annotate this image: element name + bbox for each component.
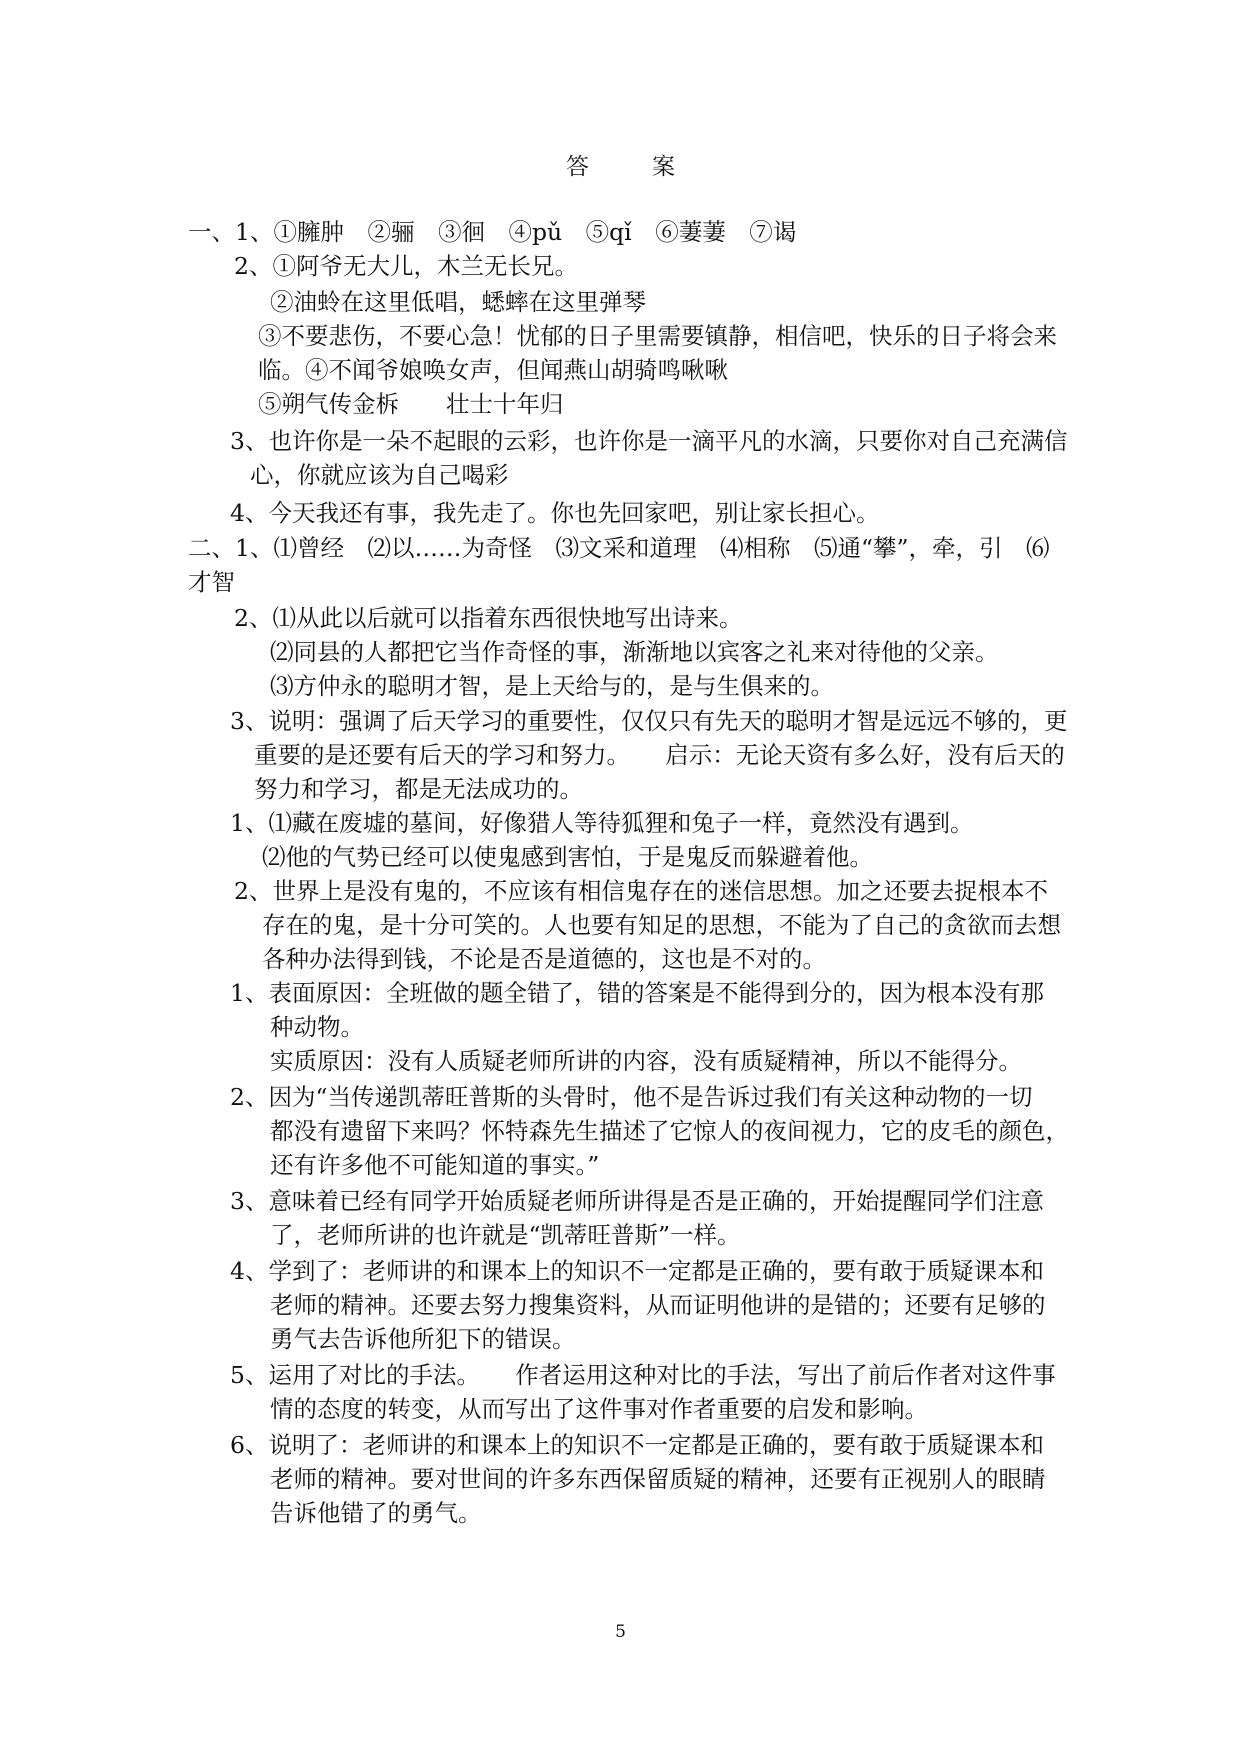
text-line: 心，你就应该为自己喝彩 bbox=[250, 461, 509, 489]
text-line: 6、说明了：老师讲的和课本上的知识不一定都是正确的，要有敢于质疑课本和 bbox=[230, 1431, 1044, 1459]
text-line: 5、运用了对比的手法。 作者运用这种对比的手法，写出了前后作者对这件事 bbox=[230, 1361, 1056, 1389]
text-line: 2、①阿爷无大儿，木兰无长兄。 bbox=[234, 252, 578, 280]
text-line: 1、表面原因：全班做的题全错了，错的答案是不能得到分的，因为根本没有那 bbox=[230, 979, 1044, 1007]
text-line: 2、因为“当传递凯蒂旺普斯的头骨时，他不是告诉过我们有关这种动物的一切 bbox=[230, 1083, 1033, 1111]
text-line: 4、学到了：老师讲的和课本上的知识不一定都是正确的，要有敢于质疑课本和 bbox=[230, 1257, 1044, 1285]
text-line: ⑤朔气传金柝 壮士十年归 bbox=[258, 390, 564, 418]
text-line: 2、世界上是没有鬼的，不应该有相信鬼存在的迷信思想。加之还要去捉根本不 bbox=[234, 877, 1048, 905]
text-line: ②油蛉在这里低唱，蟋蟀在这里弹琴 bbox=[270, 288, 646, 316]
text-line: 一、1、①臃肿 ②骊 ③徊 ④pǔ ⑤qǐ ⑥萋萋 ⑦谒 bbox=[188, 218, 797, 246]
text-line: 3、也许你是一朵不起眼的云彩，也许你是一滴平凡的水滴，只要你对自己充满信 bbox=[230, 427, 1068, 455]
text-line: 重要的是还要有后天的学习和努力。 启示：无论天资有多么好，没有后天的 bbox=[254, 741, 1065, 769]
text-line: 才智 bbox=[188, 568, 235, 596]
text-line: ⑵他的气势已经可以使鬼感到害怕，于是鬼反而躲避着他。 bbox=[262, 843, 873, 871]
text-line: 种动物。 bbox=[270, 1013, 364, 1041]
text-line: ⑶方仲永的聪明才智，是上天给与的，是与生俱来的。 bbox=[270, 672, 834, 700]
text-line: 2、⑴从此以后就可以指着东西很快地写出诗来。 bbox=[234, 604, 743, 632]
text-line: 还有许多他不可能知道的事实。” bbox=[270, 1151, 600, 1179]
text-line: 3、意味着已经有同学开始质疑老师所讲得是否是正确的，开始提醒同学们注意 bbox=[230, 1187, 1044, 1215]
text-line: 实质原因：没有人质疑老师所讲的内容，没有质疑精神，所以不能得分。 bbox=[270, 1047, 1022, 1075]
text-line: 临。④不闻爷娘唤女声，但闻燕山胡骑鸣啾啾 bbox=[258, 356, 728, 384]
text-line: 了，老师所讲的也许就是“凯蒂旺普斯”一样。 bbox=[270, 1221, 741, 1249]
text-line: 1、⑴藏在废墟的墓间，好像猎人等待狐狸和兔子一样，竟然没有遇到。 bbox=[230, 809, 974, 837]
text-line: 存在的鬼，是十分可笑的。人也要有知足的思想，不能为了自己的贪欲而去想 bbox=[262, 911, 1061, 939]
text-line: ③不要悲伤，不要心急！忧郁的日子里需要镇静，相信吧，快乐的日子将会来 bbox=[258, 322, 1057, 350]
text-line: 告诉他错了的勇气。 bbox=[270, 1499, 482, 1527]
text-line: 4、今天我还有事，我先走了。你也先回家吧，别让家长担心。 bbox=[230, 499, 880, 527]
text-line: 情的态度的转变，从而写出了这件事对作者重要的启发和影响。 bbox=[270, 1395, 928, 1423]
text-line: 都没有遗留下来吗？怀特森先生描述了它惊人的夜间视力，它的皮毛的颜色， bbox=[270, 1117, 1069, 1145]
text-line: 勇气去告诉他所犯下的错误。 bbox=[270, 1325, 576, 1353]
text-line: 3、说明：强调了后天学习的重要性，仅仅只有先天的聪明才智是远远不够的，更 bbox=[230, 707, 1068, 735]
page-number: 5 bbox=[615, 1622, 626, 1642]
text-line: 老师的精神。要对世间的许多东西保留质疑的精神，还要有正视别人的眼睛 bbox=[270, 1465, 1046, 1493]
text-line: 努力和学习，都是无法成功的。 bbox=[254, 775, 583, 803]
text-line: 二、1、⑴曾经 ⑵以……为奇怪 ⑶文采和道理 ⑷相称 ⑸通“攀”，牵，引 ⑹ bbox=[188, 534, 1050, 562]
page-title: 答 案 bbox=[566, 154, 695, 180]
text-line: 老师的精神。还要去努力搜集资料，从而证明他讲的是错的；还要有足够的 bbox=[270, 1291, 1046, 1319]
text-line: ⑵同县的人都把它当作奇怪的事，渐渐地以宾客之礼来对待他的父亲。 bbox=[270, 638, 999, 666]
text-line: 各种办法得到钱，不论是否是道德的，这也是不对的。 bbox=[262, 945, 826, 973]
